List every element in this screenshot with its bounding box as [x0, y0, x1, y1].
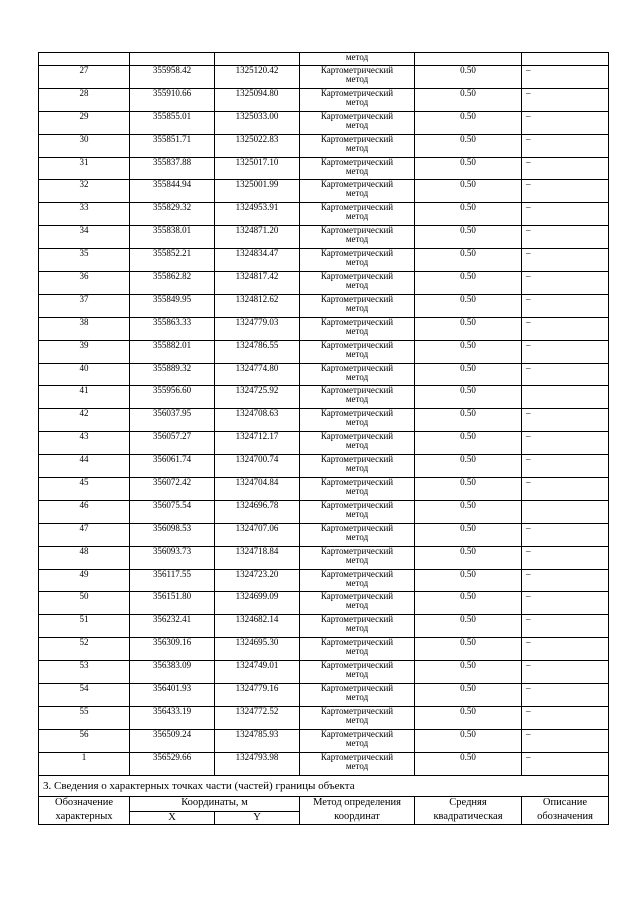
point-number-cell: 43	[39, 432, 130, 455]
method-line-2: метод	[345, 188, 369, 199]
method-line-2: метод	[345, 371, 369, 382]
coord-x-cell: 355882.01	[130, 340, 215, 363]
method-cell	[300, 638, 415, 661]
coord-y-cell: 1324699.09	[215, 592, 300, 615]
description-cell: –	[522, 409, 609, 432]
coord-y-cell: 1324749.01	[215, 661, 300, 684]
point-number-cell: 48	[39, 546, 130, 569]
description-cell: –	[522, 88, 609, 111]
table-row	[39, 615, 609, 638]
description-cell: –	[522, 226, 609, 249]
description-cell: –	[522, 294, 609, 317]
method-cell	[300, 706, 415, 729]
table-row	[39, 546, 609, 569]
mean-error-cell: 0.50	[415, 88, 522, 111]
method-cell	[300, 66, 415, 89]
section-3-title: 3. Сведения о характерных точках части (частей) границы объекта	[39, 775, 609, 796]
mean-error-cell: 0.50	[415, 134, 522, 157]
table-row	[39, 523, 609, 546]
method-line-2: метод	[345, 325, 369, 336]
description-cell: –	[522, 340, 609, 363]
method-cell	[300, 569, 415, 592]
coord-x-cell: 356117.55	[130, 569, 215, 592]
coord-x-cell: 356433.19	[130, 706, 215, 729]
description-cell: –	[522, 729, 609, 752]
table-row	[39, 157, 609, 180]
method-line-2: метод	[345, 760, 369, 771]
method-cell	[300, 546, 415, 569]
method-cell	[300, 363, 415, 386]
header-designation: Обозначение	[39, 796, 130, 811]
table-row	[39, 569, 609, 592]
mean-error-cell: 0.50	[415, 523, 522, 546]
header-method-cont: координат	[300, 811, 415, 824]
table-row	[39, 111, 609, 134]
header-method: Метод определения	[300, 796, 415, 811]
description-cell: –	[522, 546, 609, 569]
point-number-cell: 45	[39, 478, 130, 501]
coord-y-cell: 1324786.55	[215, 340, 300, 363]
coord-y-cell: 1324772.52	[215, 706, 300, 729]
description-cell: –	[522, 706, 609, 729]
point-number-cell: 39	[39, 340, 130, 363]
method-line-2: метод	[345, 531, 369, 542]
coord-x-cell: 355852.21	[130, 249, 215, 272]
header-mean-error-cont: квадратическая	[415, 811, 522, 824]
coord-x-cell: 356072.42	[130, 478, 215, 501]
table-row	[39, 752, 609, 775]
table-row	[39, 340, 609, 363]
method-line-1: Картометрический	[320, 591, 394, 602]
table-row-continued	[39, 53, 609, 66]
method-line-1: Картометрический	[320, 683, 394, 694]
coord-x-cell: 355844.94	[130, 180, 215, 203]
mean-error-cell: 0.50	[415, 706, 522, 729]
point-number-cell: 35	[39, 249, 130, 272]
description-cell: –	[522, 478, 609, 501]
method-line-1: Картометрический	[320, 752, 394, 762]
description-cell: –	[522, 684, 609, 707]
coord-y-cell: 1324708.63	[215, 409, 300, 432]
coord-y-cell: 1325017.10	[215, 157, 300, 180]
coord-y-cell: 1325120.42	[215, 66, 300, 89]
mean-error-cell: 0.50	[415, 729, 522, 752]
coord-y-cell: 1324779.03	[215, 317, 300, 340]
coord-x-cell: 356061.74	[130, 455, 215, 478]
mean-error-cell: 0.50	[415, 615, 522, 638]
coord-x-cell: 355910.66	[130, 88, 215, 111]
description-cell: –	[522, 249, 609, 272]
header-x: X	[130, 811, 215, 824]
method-line-2: метод	[345, 348, 369, 359]
description-cell: –	[522, 180, 609, 203]
point-number-cell: 51	[39, 615, 130, 638]
method-line-1: Картометрический	[320, 706, 394, 716]
point-number-cell: 1	[39, 752, 130, 775]
point-number-cell: 33	[39, 203, 130, 226]
table-row	[39, 592, 609, 615]
header-y: Y	[215, 811, 300, 824]
description-cell	[522, 386, 609, 409]
header-mean-error: Средняя	[415, 796, 522, 811]
description-cell	[522, 500, 609, 523]
method-line-1: Картометрический	[320, 65, 394, 75]
mean-error-cell: 0.50	[415, 432, 522, 455]
method-cell	[300, 386, 415, 409]
coord-y-cell: 1324700.74	[215, 455, 300, 478]
method-line-1: Картометрический	[320, 179, 394, 190]
coord-y-cell: 1324785.93	[215, 729, 300, 752]
method-line-2: метод	[345, 669, 369, 680]
method-line-2: метод	[345, 508, 369, 519]
method-line-2: метод	[345, 211, 369, 222]
method-cell	[300, 111, 415, 134]
method-cell	[300, 340, 415, 363]
method-line-1: Картометрический	[320, 454, 394, 465]
coord-x-cell: 356529.66	[130, 752, 215, 775]
method-line-1: Картометрический	[320, 157, 394, 167]
point-number-cell: 46	[39, 500, 130, 523]
coord-y-cell: 1324695.30	[215, 638, 300, 661]
method-line-2: метод	[345, 96, 369, 107]
description-cell: –	[522, 134, 609, 157]
method-line-2: метод	[345, 165, 369, 176]
header-designation-cont: характерных	[39, 811, 130, 824]
coord-y-cell: 1325094.80	[215, 88, 300, 111]
point-number-cell: 29	[39, 111, 130, 134]
coord-y-cell: 1324682.14	[215, 615, 300, 638]
method-line-1: Картометрический	[320, 729, 394, 739]
table-row	[39, 500, 609, 523]
table-row	[39, 363, 609, 386]
point-number-cell: 49	[39, 569, 130, 592]
method-line-1: Картометрический	[320, 271, 394, 282]
table-row	[39, 134, 609, 157]
mean-error-cell: 0.50	[415, 500, 522, 523]
description-cell: –	[522, 111, 609, 134]
method-line-1: Картометрический	[320, 637, 394, 648]
mean-error-cell: 0.50	[415, 294, 522, 317]
method-cell	[300, 592, 415, 615]
mean-error-cell: 0.50	[415, 66, 522, 89]
method-cell	[300, 432, 415, 455]
method-cell	[300, 157, 415, 180]
coord-y-cell: 1324723.20	[215, 569, 300, 592]
description-cell: –	[522, 66, 609, 89]
method-line-2: метод	[345, 646, 369, 657]
method-line-2: метод	[345, 440, 369, 451]
method-cell	[300, 226, 415, 249]
point-number-cell: 52	[39, 638, 130, 661]
coord-y-cell: 1325022.83	[215, 134, 300, 157]
method-line-1: Картометрический	[320, 614, 394, 625]
mean-error-cell: 0.50	[415, 317, 522, 340]
coord-x-cell: 355851.71	[130, 134, 215, 157]
coord-y-cell: 1324718.84	[215, 546, 300, 569]
table-row	[39, 386, 609, 409]
method-line-2: метод	[345, 577, 369, 588]
header-coordinates: Координаты, м	[130, 796, 300, 811]
method-line-2: метод	[345, 463, 369, 474]
method-line-1: Картометрический	[320, 408, 394, 419]
method-line-1: Картометрический	[320, 569, 394, 579]
coord-x-cell: 356093.73	[130, 546, 215, 569]
coord-y-cell: 1324725.92	[215, 386, 300, 409]
method-cell	[300, 134, 415, 157]
table-row	[39, 409, 609, 432]
header-description: Описание	[522, 796, 609, 811]
point-number-cell: 47	[39, 523, 130, 546]
point-number-cell: 36	[39, 272, 130, 295]
mean-error-cell: 0.50	[415, 569, 522, 592]
section-3-header-row-2	[39, 811, 609, 824]
table-row	[39, 684, 609, 707]
mean-error-cell: 0.50	[415, 340, 522, 363]
coord-x-cell: 356098.53	[130, 523, 215, 546]
table-row	[39, 294, 609, 317]
table-row	[39, 638, 609, 661]
method-cell	[300, 203, 415, 226]
coord-x-cell: 356232.41	[130, 615, 215, 638]
coord-y-cell: 1324953.91	[215, 203, 300, 226]
method-line-2: метод	[345, 234, 369, 245]
method-line-1: Картометрический	[320, 500, 394, 510]
mean-error-cell: 0.50	[415, 203, 522, 226]
mean-error-cell: 0.50	[415, 478, 522, 501]
coord-x-cell: 355889.32	[130, 363, 215, 386]
coord-x-cell: 356075.54	[130, 500, 215, 523]
description-cell: –	[522, 157, 609, 180]
method-cell	[300, 180, 415, 203]
method-line-2: метод	[345, 394, 369, 405]
method-cell	[300, 317, 415, 340]
coord-x-cell: 356383.09	[130, 661, 215, 684]
table-row	[39, 249, 609, 272]
mean-error-cell: 0.50	[415, 684, 522, 707]
method-line-1: Картометрический	[320, 248, 394, 259]
method-cell	[300, 523, 415, 546]
point-number-cell: 38	[39, 317, 130, 340]
coord-y-cell: 1324704.84	[215, 478, 300, 501]
mean-error-cell: 0.50	[415, 111, 522, 134]
method-line-1: Картометрический	[320, 202, 394, 213]
method-line-1: Картометрический	[320, 225, 394, 236]
method-cell	[300, 409, 415, 432]
method-line-2: метод	[345, 554, 369, 565]
coord-x-cell: 355862.82	[130, 272, 215, 295]
method-cell	[300, 661, 415, 684]
description-cell: –	[522, 272, 609, 295]
table-row	[39, 66, 609, 89]
method-line-1: Картометрический	[320, 363, 394, 373]
mean-error-cell: 0.50	[415, 661, 522, 684]
coord-y-cell: 1324793.98	[215, 752, 300, 775]
description-cell: –	[522, 661, 609, 684]
coord-x-cell: 355829.32	[130, 203, 215, 226]
method-line-1: Картометрический	[320, 294, 394, 304]
method-line-1: Картометрический	[320, 111, 394, 121]
method-line-1: Картометрический	[320, 523, 394, 533]
mean-error-cell: 0.50	[415, 409, 522, 432]
table-row	[39, 226, 609, 249]
method-cell	[300, 88, 415, 111]
point-number-cell: 30	[39, 134, 130, 157]
coord-y-cell: 1324696.78	[215, 500, 300, 523]
coord-x-cell: 356057.27	[130, 432, 215, 455]
method-line-2: метод	[345, 119, 369, 130]
coord-y-cell: 1324871.20	[215, 226, 300, 249]
method-cell	[300, 272, 415, 295]
description-cell: –	[522, 752, 609, 775]
table-row	[39, 729, 609, 752]
coord-y-cell: 1324779.16	[215, 684, 300, 707]
mean-error-cell: 0.50	[415, 638, 522, 661]
coord-x-cell: 356401.93	[130, 684, 215, 707]
description-cell: –	[522, 569, 609, 592]
method-line-2: метод	[345, 692, 369, 703]
mean-error-cell: 0.50	[415, 546, 522, 569]
mean-error-cell: 0.50	[415, 180, 522, 203]
mean-error-cell: 0.50	[415, 592, 522, 615]
method-cell	[300, 455, 415, 478]
method-line-1: Картометрический	[320, 546, 394, 556]
method-line-2: метод	[345, 737, 369, 748]
method-line-1: Картометрический	[320, 134, 394, 144]
method-line-2: метод	[345, 623, 369, 634]
description-cell: –	[522, 455, 609, 478]
method-line-2: метод	[345, 74, 369, 84]
coordinates-table	[38, 52, 609, 825]
method-line-1: Картометрический	[320, 317, 394, 327]
coord-x-cell: 355863.33	[130, 317, 215, 340]
mean-error-cell: 0.50	[415, 363, 522, 386]
method-cell	[300, 478, 415, 501]
coord-x-cell: 355849.95	[130, 294, 215, 317]
table-row	[39, 272, 609, 295]
coord-y-cell: 1324834.47	[215, 249, 300, 272]
method-cell	[300, 615, 415, 638]
method-cell	[300, 500, 415, 523]
description-cell: –	[522, 523, 609, 546]
table-row	[39, 317, 609, 340]
mean-error-cell: 0.50	[415, 386, 522, 409]
point-number-cell: 31	[39, 157, 130, 180]
mean-error-cell: 0.50	[415, 272, 522, 295]
table-row	[39, 478, 609, 501]
coord-y-cell: 1325001.99	[215, 180, 300, 203]
method-line-2: метод	[345, 714, 369, 725]
method-cell	[300, 684, 415, 707]
coord-x-cell: 355855.01	[130, 111, 215, 134]
method-line-2: метод	[345, 142, 369, 153]
method-line-1: Картометрический	[320, 660, 394, 671]
method-line-1: Картометрический	[320, 431, 394, 442]
point-number-cell: 56	[39, 729, 130, 752]
method-line-2: метод	[345, 302, 369, 313]
point-number-cell: 55	[39, 706, 130, 729]
point-number-cell: 37	[39, 294, 130, 317]
point-number-cell: 28	[39, 88, 130, 111]
table-row	[39, 661, 609, 684]
method-line-2: метод	[345, 486, 369, 497]
coord-y-cell: 1324812.62	[215, 294, 300, 317]
method-cell: метод	[300, 53, 415, 66]
point-number-cell: 50	[39, 592, 130, 615]
coord-x-cell: 356151.80	[130, 592, 215, 615]
method-line-1: Картометрический	[320, 340, 394, 350]
coord-x-cell: 356509.24	[130, 729, 215, 752]
method-cell	[300, 752, 415, 775]
point-number-cell: 32	[39, 180, 130, 203]
coord-x-cell: 355837.88	[130, 157, 215, 180]
description-cell: –	[522, 592, 609, 615]
description-cell: –	[522, 638, 609, 661]
mean-error-cell: 0.50	[415, 226, 522, 249]
method-cell	[300, 729, 415, 752]
coord-y-cell: 1325033.00	[215, 111, 300, 134]
method-line-1: Картометрический	[320, 88, 394, 98]
table-row	[39, 180, 609, 203]
coord-x-cell: 355958.42	[130, 66, 215, 89]
method-line-1: Картометрический	[320, 385, 394, 396]
coord-x-cell: 356037.95	[130, 409, 215, 432]
method-cell	[300, 249, 415, 272]
mean-error-cell: 0.50	[415, 157, 522, 180]
point-number-cell: 53	[39, 661, 130, 684]
method-line-2: метод	[345, 257, 369, 268]
mean-error-cell: 0.50	[415, 455, 522, 478]
coord-x-cell: 355956.60	[130, 386, 215, 409]
mean-error-cell: 0.50	[415, 249, 522, 272]
coord-y-cell: 1324707.06	[215, 523, 300, 546]
method-cell	[300, 294, 415, 317]
point-number-cell: 42	[39, 409, 130, 432]
point-number-cell: 34	[39, 226, 130, 249]
method-line-2: метод	[345, 417, 369, 428]
description-cell: –	[522, 432, 609, 455]
point-number-cell: 54	[39, 684, 130, 707]
point-number-cell: 44	[39, 455, 130, 478]
coord-y-cell: 1324774.80	[215, 363, 300, 386]
coord-x-cell: 355838.01	[130, 226, 215, 249]
table-row	[39, 88, 609, 111]
method-line-2: метод	[345, 280, 369, 291]
method-line-2: метод	[345, 600, 369, 611]
method-line-1: Картометрический	[320, 477, 394, 488]
section-3-header-row	[39, 796, 609, 811]
description-cell: –	[522, 317, 609, 340]
coord-y-cell: 1324817.42	[215, 272, 300, 295]
point-number-cell: 27	[39, 66, 130, 89]
point-number-cell: 40	[39, 363, 130, 386]
table-row	[39, 203, 609, 226]
section-3-heading-row	[39, 775, 609, 796]
table-row	[39, 706, 609, 729]
table-row	[39, 432, 609, 455]
point-number-cell: 41	[39, 386, 130, 409]
description-cell: –	[522, 615, 609, 638]
description-cell: –	[522, 203, 609, 226]
header-description-cont: обозначения	[522, 811, 609, 824]
table-row	[39, 455, 609, 478]
coord-y-cell: 1324712.17	[215, 432, 300, 455]
coord-x-cell: 356309.16	[130, 638, 215, 661]
mean-error-cell: 0.50	[415, 752, 522, 775]
description-cell: –	[522, 363, 609, 386]
